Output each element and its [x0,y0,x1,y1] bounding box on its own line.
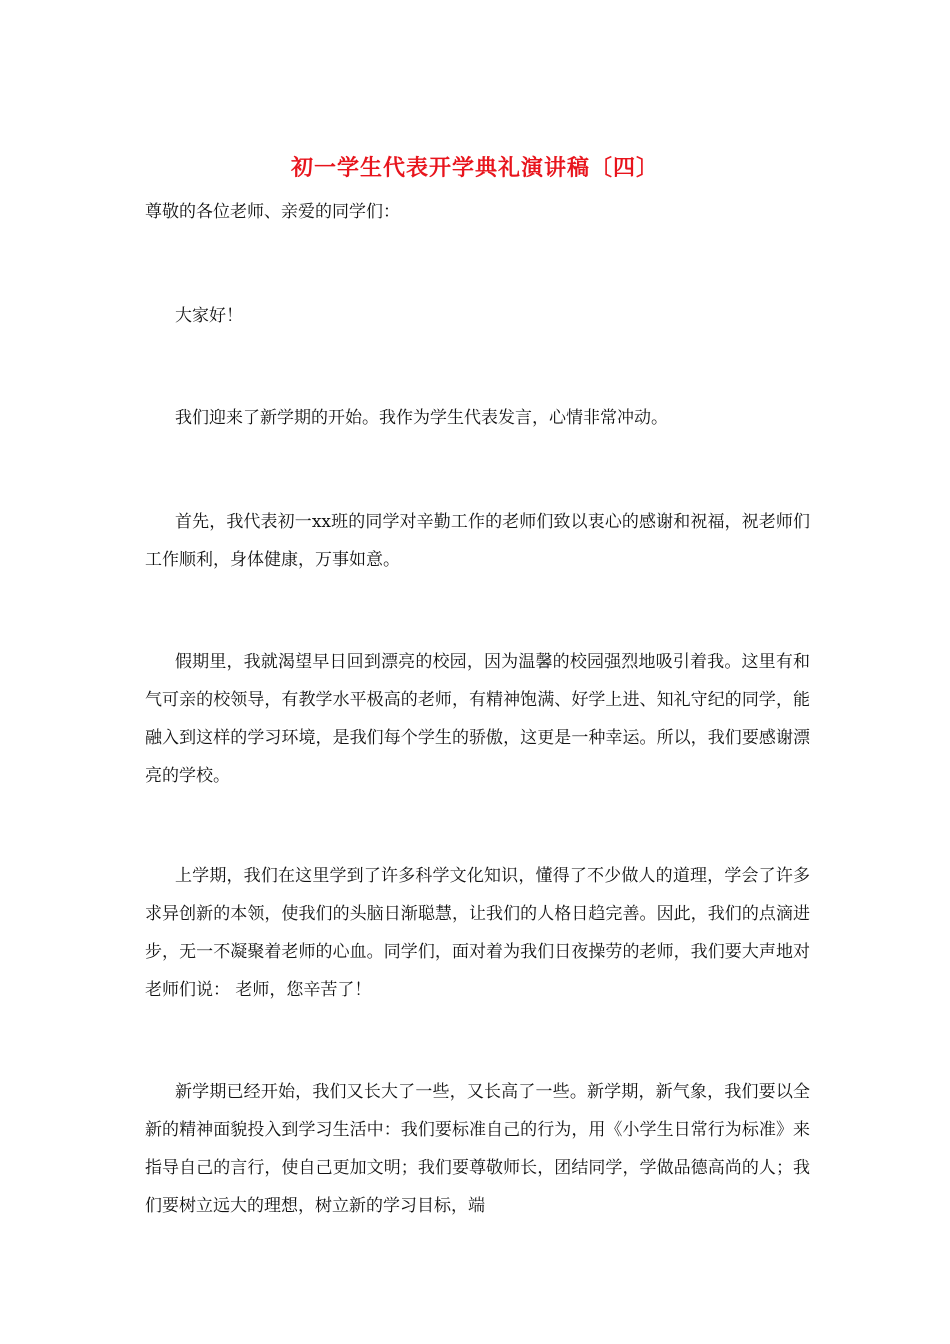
paragraph-new-term: 新学期已经开始，我们又长大了一些，又长高了一些。新学期，新气象，我们要以全新的精神面貌投入到学习生活中：我们要标准自己的行为，用《小学生日常行为标准》来指导自己的言行，使自己更加文明；我们要尊敬师长，团结同学，学做品德高尚的人；我们要树立远大的理想，树立新的学习目标，端 [145,1082,810,1216]
paragraph-last-term: 上学期，我们在这里学到了许多科学文化知识，懂得了不少做人的道理，学会了许多求异创新的本领，使我们的头脑日渐聪慧，让我们的人格日趋完善。因此，我们的点滴进步，无一不凝聚着老师的心血。同学们，面对着为我们日夜操劳的老师，我们要大声地对老师们说： 老师，您辛苦了！ [145,866,810,1000]
document-title: 初一学生代表开学典礼演讲稿〔四〕 [290,155,659,181]
paragraph-greeting: 大家好！ [175,306,243,326]
paragraph-thanks: 首先，我代表初一xx班的同学对辛勤工作的老师们致以衷心的感谢和祝福，祝老师们工作顺利，身体健康，万事如意。 [145,512,810,570]
paragraph-opening: 我们迎来了新学期的开始。我作为学生代表发言，心情非常冲动。 [175,408,668,428]
paragraph-holiday: 假期里，我就渴望早日回到漂亮的校园，因为温馨的校园强烈地吸引着我。这里有和气可亲的校领导，有教学水平极高的老师，有精神饱满、好学上进、知礼守纪的同学，能融入到这样的学习环境，是我们每个学生的骄傲，这更是一种幸运。所以，我们要感谢漂亮的学校。 [145,652,810,786]
salutation: 尊敬的各位老师、亲爱的同学们： [145,202,400,222]
